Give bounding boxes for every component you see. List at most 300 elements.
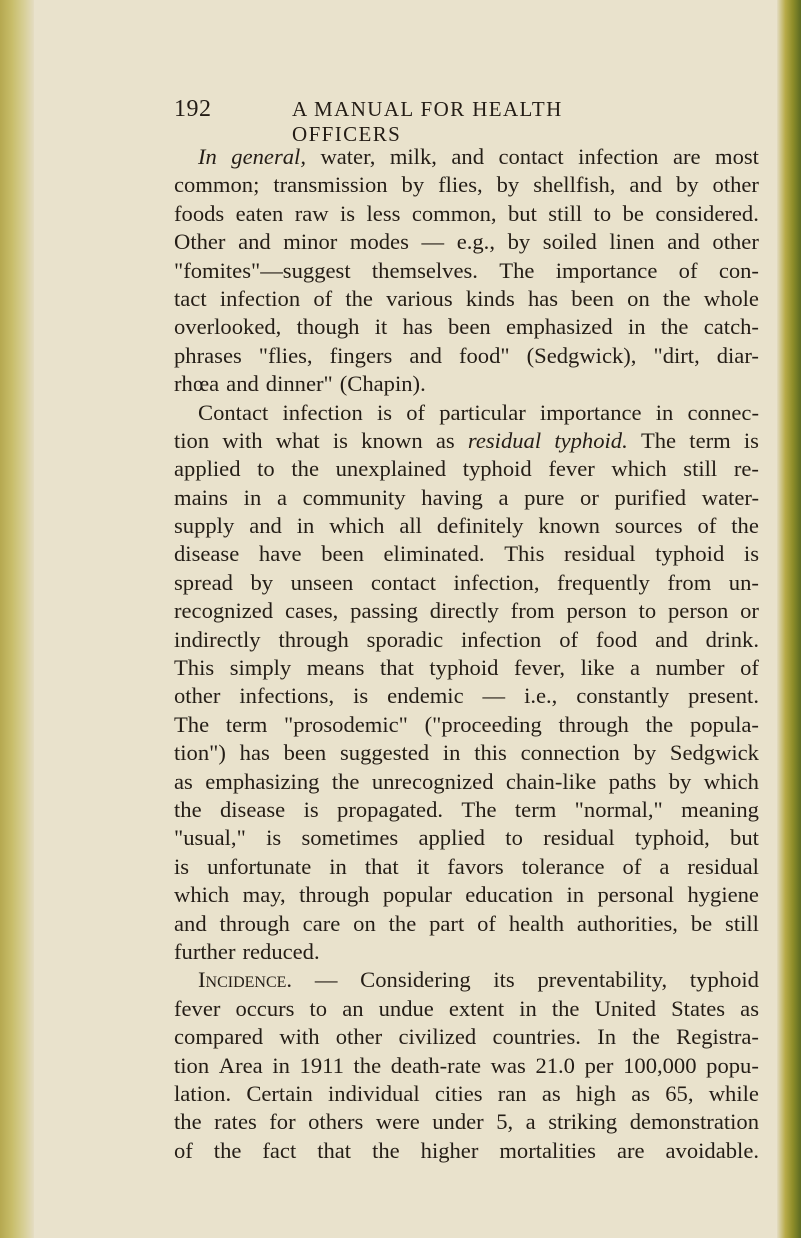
word: 100,000: [623, 1052, 697, 1078]
word: in: [296, 513, 315, 539]
text-line: [174, 881, 759, 909]
word: infection: [578, 144, 659, 169]
word: "prosodemic": [284, 711, 408, 737]
word: indirectly: [174, 626, 261, 652]
word: which: [174, 882, 230, 908]
word: and: [238, 229, 271, 255]
word: considered.: [655, 200, 759, 226]
word: emphasized: [505, 314, 613, 340]
word: diar-: [716, 342, 759, 368]
word: modes: [349, 229, 409, 255]
word: from: [667, 569, 712, 595]
word: In: [198, 144, 217, 169]
text-line: [174, 313, 759, 341]
word: propagated.: [337, 796, 444, 822]
word: frequently: [557, 569, 650, 595]
word: a: [498, 484, 509, 510]
word: and: [629, 172, 662, 198]
word: tion: [174, 427, 210, 453]
word: ran: [497, 1080, 527, 1106]
word: of: [622, 853, 642, 879]
word: fingers: [329, 342, 393, 368]
word: the: [662, 285, 691, 311]
word: a: [276, 484, 287, 510]
word: —: [482, 683, 506, 709]
text-line: [174, 370, 759, 398]
word: striking: [548, 1109, 618, 1135]
word: that: [364, 853, 399, 879]
text-line: [174, 768, 759, 796]
word: i.e.,: [524, 683, 558, 709]
word: the: [291, 456, 319, 482]
word: was: [490, 1052, 526, 1078]
word: tolerance: [521, 853, 605, 879]
word: other: [712, 229, 759, 255]
word: which: [703, 768, 759, 794]
text-line: [174, 597, 759, 625]
word: sporadic: [366, 626, 444, 652]
word: The: [461, 796, 497, 822]
word: In: [597, 1024, 617, 1050]
word: particular: [439, 399, 526, 425]
word: catch-: [703, 314, 759, 340]
word: and: [655, 626, 688, 652]
word: term: [225, 711, 268, 737]
word: shellfish,: [533, 172, 616, 198]
word: passing: [350, 598, 418, 624]
word: occurs: [235, 995, 295, 1021]
word: and: [409, 342, 442, 368]
word: various: [386, 285, 453, 311]
word: eaten: [235, 200, 284, 226]
word: been: [321, 541, 364, 567]
word: reduced.: [242, 938, 320, 964]
word: in: [272, 1052, 290, 1078]
word: most: [715, 144, 759, 169]
text-line: [174, 228, 759, 256]
word: overlooked,: [174, 314, 282, 340]
word: infection: [219, 285, 301, 311]
word: others: [308, 1109, 364, 1135]
word: education: [465, 882, 554, 908]
word: by: [633, 740, 657, 766]
word: fact: [262, 1137, 297, 1163]
word: the: [331, 768, 360, 794]
word: lation.: [174, 1080, 232, 1106]
word: under: [432, 1109, 484, 1135]
word: while: [708, 1080, 759, 1106]
word: undue: [378, 995, 434, 1021]
word: still: [725, 910, 759, 936]
text-line: [174, 1023, 759, 1051]
word: water,: [320, 144, 376, 169]
word: demonstration: [629, 1109, 759, 1135]
word: Registra-: [676, 1024, 759, 1050]
word: but: [507, 200, 537, 226]
word: whole: [703, 285, 759, 311]
text-line: [174, 824, 759, 852]
word: connection: [520, 740, 620, 766]
word: to: [257, 456, 275, 482]
page-number: 192: [174, 96, 212, 122]
word: in: [627, 314, 646, 340]
word: "flies,: [258, 342, 313, 368]
word: mortalities: [499, 1137, 596, 1163]
word: The: [640, 427, 677, 453]
word: to: [505, 825, 523, 851]
word: countries.: [492, 1024, 581, 1050]
word: Contact: [198, 399, 269, 425]
word: the: [645, 711, 674, 737]
word: has: [527, 285, 559, 311]
word: chain-like: [505, 768, 597, 794]
word: the: [551, 995, 580, 1021]
word: the: [213, 1137, 242, 1163]
word: have: [258, 541, 302, 567]
word: its: [493, 967, 515, 993]
word: importance: [539, 399, 642, 425]
word: (Sedgwick),: [526, 342, 637, 368]
word: unexplained: [335, 456, 447, 482]
word: "dirt,: [653, 342, 700, 368]
word: importance: [555, 257, 658, 283]
word: sources: [614, 513, 683, 539]
word: that: [317, 1137, 352, 1163]
text-line: [174, 938, 759, 966]
word: on: [353, 910, 376, 936]
word: to: [309, 995, 328, 1021]
word: individual: [328, 1080, 420, 1106]
word: 65,: [665, 1080, 694, 1106]
word: food: [595, 626, 638, 652]
word: civilized: [398, 1024, 477, 1050]
word: fever: [548, 456, 595, 482]
word: through: [219, 910, 290, 936]
word: food": [458, 342, 510, 368]
word: rhœa: [174, 371, 220, 397]
word: the: [345, 285, 373, 311]
word: by: [401, 172, 425, 198]
word: as: [541, 1080, 561, 1106]
word: as: [174, 768, 193, 794]
word: which: [329, 513, 385, 539]
text-line: [174, 853, 759, 881]
word: popula-: [689, 711, 759, 737]
word: "usual,": [174, 825, 246, 851]
word: unseen: [290, 569, 354, 595]
text-line: [174, 682, 759, 710]
word: emphasizing: [205, 768, 320, 794]
word: with: [222, 427, 263, 453]
word: endemic: [387, 683, 464, 709]
text-line: [174, 171, 759, 199]
word: of: [477, 910, 496, 936]
word: which: [611, 456, 667, 482]
word: typhoid,: [635, 825, 710, 851]
word: fever,: [513, 655, 566, 681]
word: the: [353, 1052, 382, 1078]
word: mains: [174, 484, 228, 510]
word: the: [388, 910, 417, 936]
word: but: [730, 825, 759, 851]
word: typhoid: [462, 456, 532, 482]
word: cities: [434, 1080, 483, 1106]
word: a: [525, 1109, 536, 1135]
word: This: [174, 655, 215, 681]
word: from: [510, 598, 555, 624]
word: unrecognized: [371, 768, 494, 794]
word: infection,: [453, 569, 540, 595]
word: common;: [174, 172, 260, 198]
word: supply: [174, 513, 235, 539]
word: in: [566, 882, 585, 908]
text-line: [174, 200, 759, 228]
text-line: [174, 540, 759, 568]
word: residual: [467, 427, 542, 453]
word: This: [504, 541, 545, 567]
word: known: [361, 427, 423, 453]
word: or: [740, 598, 759, 624]
word: other: [712, 172, 759, 198]
word: and: [226, 371, 259, 397]
word: foods: [174, 200, 225, 226]
word: meaning: [681, 796, 759, 822]
word: other: [174, 683, 221, 709]
text-line: [174, 1137, 759, 1165]
word: "normal,": [574, 796, 663, 822]
word: of: [740, 655, 759, 681]
word: the: [632, 1024, 660, 1050]
word: like: [580, 655, 615, 681]
word: as: [740, 995, 759, 1021]
text-line: [174, 512, 759, 540]
word: cases,: [284, 598, 339, 624]
word: having: [421, 484, 483, 510]
word: be: [690, 910, 713, 936]
word: as: [631, 1080, 651, 1106]
word: of: [697, 513, 717, 539]
word: 1911: [299, 1052, 344, 1078]
word: authorities,: [576, 910, 678, 936]
text-line: [174, 399, 759, 427]
word: still: [548, 200, 583, 226]
word: further: [174, 938, 236, 964]
word: the: [174, 796, 202, 822]
word: means: [306, 655, 365, 681]
word: themselves.: [371, 257, 478, 283]
text-line: [174, 1052, 759, 1080]
word: —: [421, 229, 445, 255]
word: re-: [733, 456, 759, 482]
word: of: [406, 399, 426, 425]
word: applied: [418, 825, 485, 851]
word: kinds: [465, 285, 515, 311]
word: through: [299, 882, 370, 908]
word: all: [399, 513, 422, 539]
text-line: [174, 995, 759, 1023]
word: directly: [429, 598, 499, 624]
word: death-rate: [390, 1052, 482, 1078]
word: spread: [174, 569, 233, 595]
word: in: [243, 484, 262, 510]
word: still: [683, 456, 718, 482]
word: in: [655, 399, 674, 425]
word: disease: [174, 541, 240, 567]
word: person: [566, 598, 627, 624]
word: contact: [370, 569, 437, 595]
word: is: [266, 825, 282, 851]
text-line: [174, 143, 759, 171]
word: by: [496, 172, 520, 198]
text-line: [174, 484, 759, 512]
word: United: [594, 995, 657, 1021]
word: soiled: [542, 229, 597, 255]
word: phrases: [174, 342, 242, 368]
word: is: [303, 796, 319, 822]
word: part: [429, 910, 465, 936]
word: in: [442, 740, 461, 766]
word: is: [340, 200, 356, 226]
word: typhoid: [429, 655, 499, 681]
running-title: A MANUAL FOR HEALTH OFFICERS: [292, 97, 563, 146]
word: recognized: [174, 598, 274, 624]
word: avoidable.: [665, 1137, 759, 1163]
word: typhoid: [689, 967, 759, 993]
word: it: [374, 314, 388, 340]
word: general,: [231, 144, 306, 169]
word: that: [379, 655, 414, 681]
word: rates: [214, 1109, 257, 1135]
word: of: [313, 285, 333, 311]
word: higher: [420, 1137, 479, 1163]
word: of: [174, 1137, 193, 1163]
word: by: [675, 172, 699, 198]
word: Considering: [360, 967, 471, 993]
word: were: [375, 1109, 420, 1135]
word: disease: [219, 796, 286, 822]
word: extent: [448, 995, 505, 1021]
page-right-edge: [777, 0, 801, 1238]
word: Sedgwick: [669, 740, 759, 766]
text-line: [174, 796, 759, 824]
word: unfortunate: [207, 853, 312, 879]
word: are: [616, 1137, 645, 1163]
word: e.g.,: [456, 229, 495, 255]
text-line: [174, 427, 759, 455]
word: on: [627, 285, 650, 311]
word: milk,: [389, 144, 437, 169]
word: constantly: [576, 683, 670, 709]
word: connec-: [687, 399, 759, 425]
text-line: [174, 626, 759, 654]
word: raw: [294, 200, 329, 226]
word: has: [239, 740, 270, 766]
text-line: [174, 1108, 759, 1136]
word: in: [329, 853, 347, 879]
word: though: [296, 314, 360, 340]
word: it: [416, 853, 430, 879]
word: transmission: [273, 172, 388, 198]
word: present.: [688, 683, 759, 709]
word: compared: [174, 1024, 264, 1050]
word: States: [671, 995, 726, 1021]
word: contact: [498, 144, 564, 169]
word: or: [580, 484, 599, 510]
word: residual: [543, 825, 615, 851]
text-line: [174, 1080, 759, 1108]
word: infection: [282, 399, 363, 425]
word: hygiene: [687, 882, 759, 908]
word: been: [571, 285, 614, 311]
word: community: [302, 484, 406, 510]
word: are: [672, 144, 701, 169]
word: with: [279, 1024, 320, 1050]
word: and: [667, 229, 700, 255]
word: water-: [701, 484, 759, 510]
word: by: [250, 569, 274, 595]
word: is: [376, 399, 393, 425]
word: to: [638, 598, 657, 624]
text-line: [174, 257, 759, 285]
word: 21.0: [535, 1052, 575, 1078]
text-line: [174, 966, 759, 994]
word: 5,: [496, 1109, 514, 1135]
word: tact: [174, 285, 207, 311]
word: number: [655, 655, 725, 681]
word: may,: [242, 882, 286, 908]
word: (Chapin).: [339, 371, 426, 397]
word: is: [743, 427, 759, 453]
word: the: [731, 513, 759, 539]
word: is: [743, 541, 759, 567]
word: definitely: [436, 513, 524, 539]
word: residual: [687, 853, 759, 879]
word: tion"): [174, 740, 226, 766]
word: as: [435, 427, 455, 453]
word: and: [451, 144, 484, 169]
word: is: [332, 427, 348, 453]
word: common,: [411, 200, 497, 226]
word: "fomites"—suggest: [174, 257, 351, 283]
word: a: [659, 853, 670, 879]
text-line: [174, 739, 759, 767]
word: —: [314, 967, 338, 993]
word: high: [575, 1080, 617, 1106]
word: con-: [718, 257, 759, 283]
word: is: [353, 683, 369, 709]
word: minor: [283, 229, 338, 255]
word: dinner": [265, 371, 333, 397]
word: is: [174, 853, 190, 879]
word: through: [558, 711, 629, 737]
word: term: [514, 796, 557, 822]
word: of: [559, 626, 579, 652]
text-line: [174, 910, 759, 938]
word: simply: [229, 655, 292, 681]
word: The: [499, 257, 535, 283]
word: favors: [447, 853, 504, 879]
word: what: [275, 427, 320, 453]
word: known: [538, 513, 600, 539]
word: care: [302, 910, 341, 936]
word: pure: [524, 484, 565, 510]
word: and: [249, 513, 282, 539]
section-heading-word: Incidence.: [198, 967, 293, 993]
word: by: [668, 768, 692, 794]
word: and: [174, 910, 207, 936]
word: The: [174, 711, 210, 737]
word: be: [622, 200, 644, 226]
